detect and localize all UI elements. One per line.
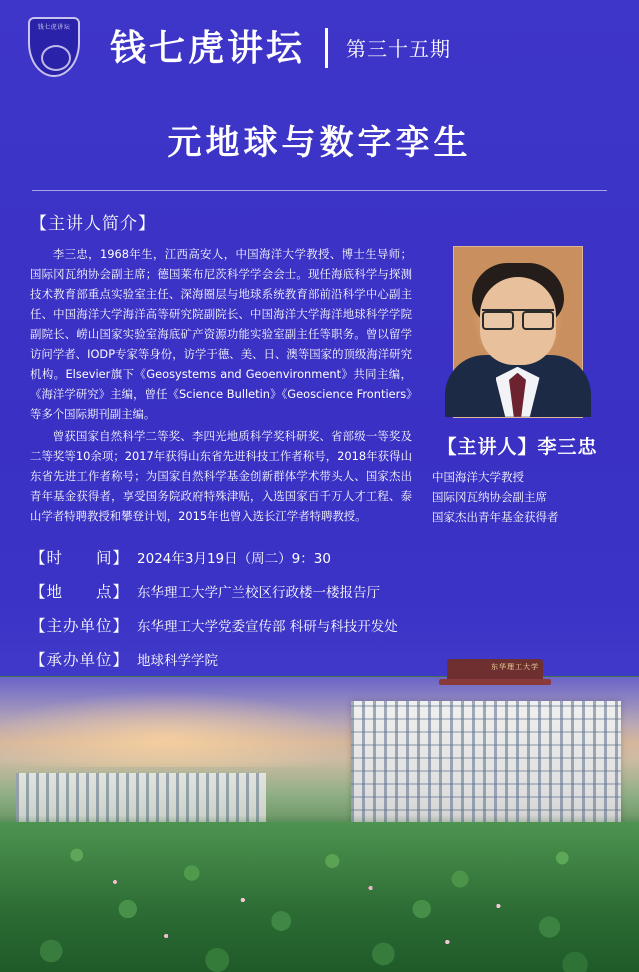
page-title: 元地球与数字孪生 (167, 123, 472, 163)
speaker-portrait-image (453, 246, 583, 418)
emblem-shield-text: 钱七虎讲坛 (37, 24, 71, 31)
portrait-glasses-icon (482, 309, 554, 327)
bio-wrapper (30, 244, 609, 528)
speaker-title-line: 国际冈瓦纳协会副主席 (432, 489, 547, 504)
info-value: 东华理工大学党委宣传部 科研与科技开发处 (137, 618, 398, 635)
info-key: 【主办单位】 (30, 616, 130, 635)
speaker-name: 【主讲人】李三忠 (437, 435, 598, 458)
info-value: 2024年3月19日（周二）9：30 (137, 550, 331, 567)
bio-paragraph: 曾获国家自然科学二等奖、李四光地质科学奖科研奖、省部级一等奖及二等奖等10余项；2017年获得山东省先进科技工作者称号，2018年获得山东省先进工作者称号；为国家自然科学基金创新群体学术带头人、国家杰出青年基金获得者，享受国务院政府特殊津贴，入选国家百千万人才工程、泰山学者特聘教授和攀登计划，2015年也曾入选长江学者特聘教授。 (30, 428, 412, 523)
poster-header (0, 0, 639, 95)
bio-section-label: 【主讲人简介】 (30, 213, 156, 234)
title-block (0, 123, 639, 191)
emblem-shield (28, 17, 80, 77)
info-key: 【承办单位】 (30, 650, 130, 669)
info-key: 【时 间】 (30, 548, 130, 567)
info-value: 东华理工大学广兰校区行政楼一楼报告厅 (137, 584, 381, 601)
issue-number: 第三十五期 (346, 37, 452, 61)
info-value: 地球科学学院 (137, 652, 219, 669)
building-name-text: 东华理工大学 (491, 664, 539, 671)
lotus-flowers (0, 822, 639, 972)
speaker-column (412, 244, 609, 527)
speaker-title-line: 中国海洋大学教授 (432, 469, 524, 484)
speaker-title-line: 国家杰出青年基金获得者 (432, 509, 559, 524)
university-emblem-icon (28, 17, 84, 79)
brand-title: 钱七虎讲坛 (110, 26, 306, 69)
info-key: 【地 点】 (30, 582, 130, 601)
brand-divider (325, 28, 328, 68)
info-row-organizer (30, 614, 609, 636)
poster-body (0, 191, 639, 670)
campus-photo (0, 664, 639, 972)
bio-text (30, 244, 412, 528)
info-row-location (30, 580, 609, 602)
bio-paragraph: 李三忠，1968年生，江西高安人，中国海洋大学教授、博士生导师；国际冈瓦纳协会副主席；德国莱布尼茨科学学会会士。现任海底科学与探测技术教育部重点实验室主任、深海圈层与地球系统教育部前沿科学中心副主任、中国海洋大学海洋高等研究院副院长、中国海洋大学海洋地球科学学院副院长、崂山国家实验室海底矿产资源功能实验室副主任等职务。曾以留学访问学者、IODP专家等身份，访学于德、美、日、澳等国家的顶级海洋研究机构。Elsevier旗下《Geosystems and Geoenvironment》共同主编，《海洋学研究》主编，曾任《Science Bulletin》《Geoscience Frontiers》等多个国际期刊副主编。 (30, 246, 412, 421)
event-info-list (30, 546, 609, 670)
info-row-time (30, 546, 609, 568)
